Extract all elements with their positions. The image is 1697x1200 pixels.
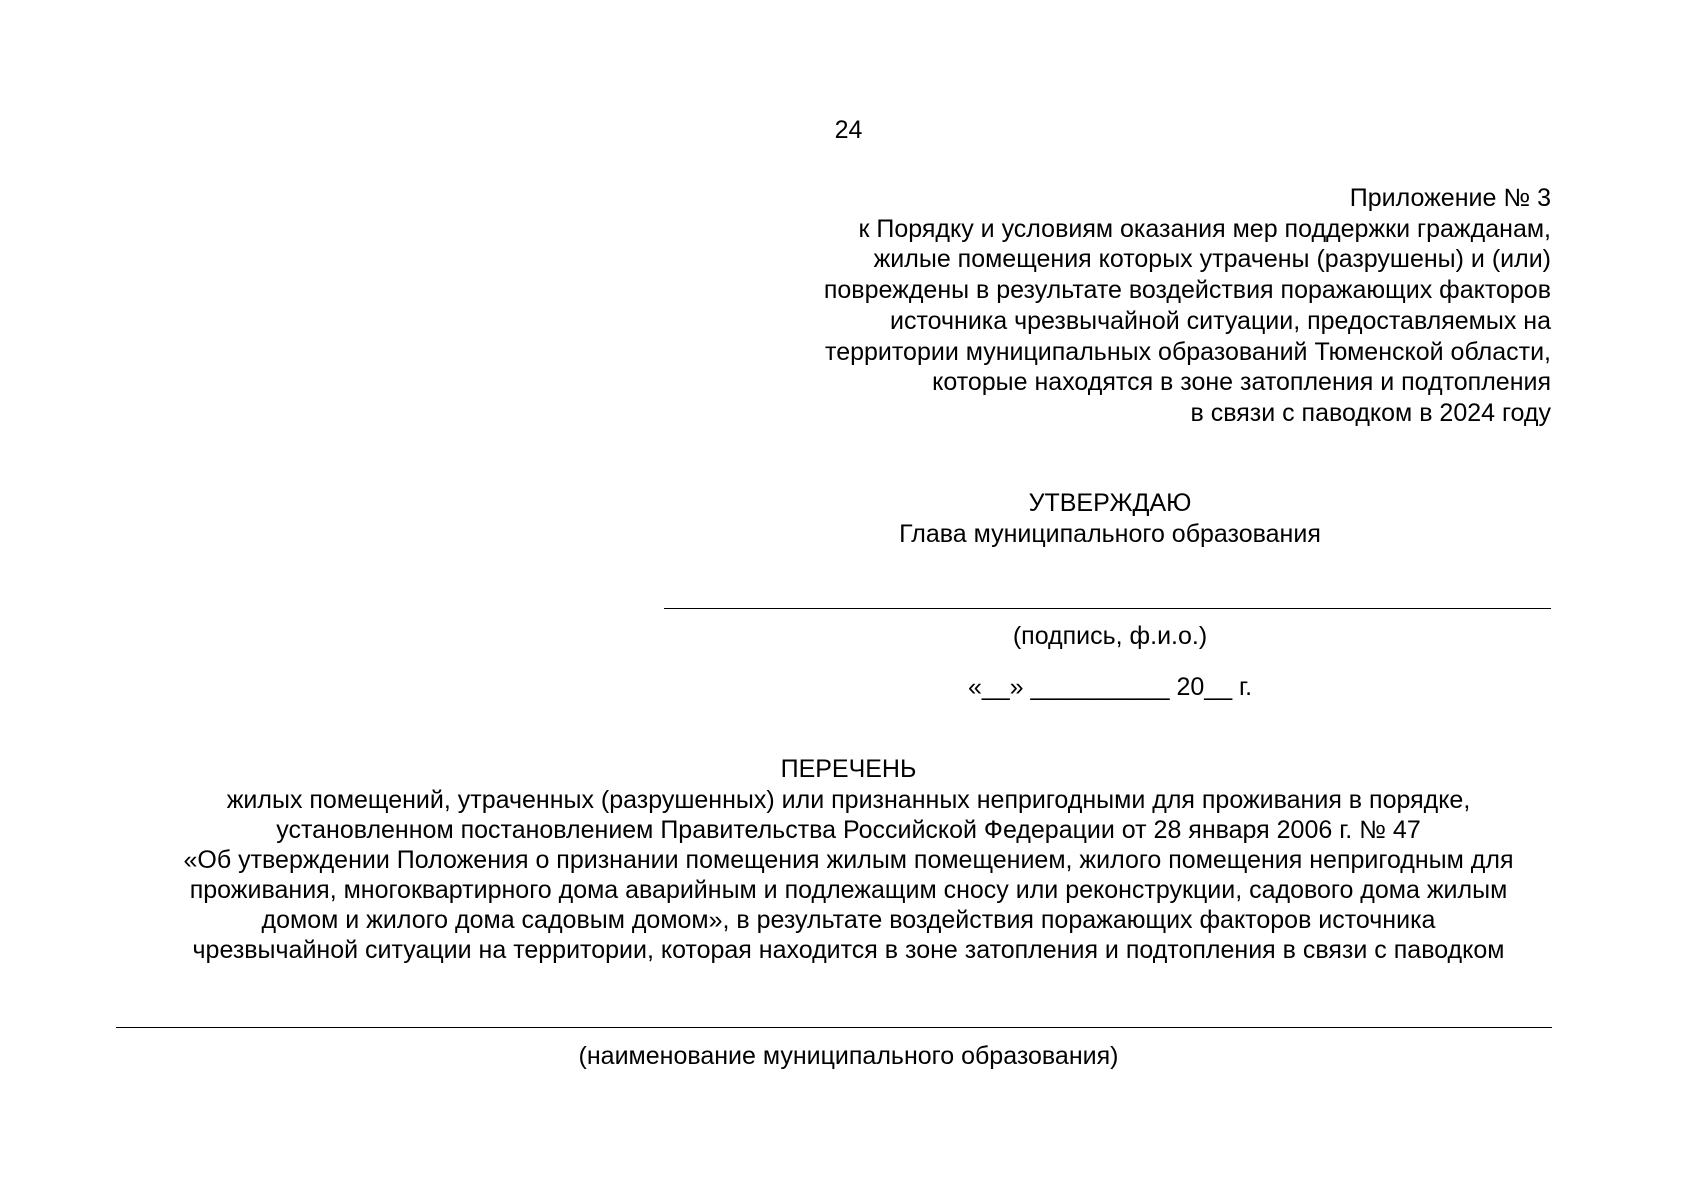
list-title: ПЕРЕЧЕНЬ bbox=[780, 755, 917, 783]
municipality-line bbox=[116, 1027, 1552, 1028]
appendix-line: источника чрезвычайной ситуации, предоставляемых на bbox=[890, 306, 1551, 335]
list-description-line: жилых помещений, утраченных (разрушенных) или признанных непригодными для проживания в порядке, bbox=[226, 786, 1471, 814]
appendix-line: территории муниципальных образований Тюменской области, bbox=[825, 337, 1551, 366]
approval-date: «__» __________ 20__ г. bbox=[967, 673, 1253, 701]
list-description-line: установленном постановлением Правительства Российской Федерации от 28 января 2006 г. № 47 bbox=[276, 816, 1421, 844]
appendix-line: в связи с паводком в 2024 году bbox=[1190, 398, 1551, 427]
approval-title: УТВЕРЖДАЮ bbox=[1028, 489, 1192, 517]
signature-caption: (подпись, ф.и.о.) bbox=[1012, 622, 1208, 650]
list-description-line: чрезвычайной ситуации на территории, которая находится в зоне затопления и подтопления в связи с паводком bbox=[192, 936, 1505, 964]
list-description bbox=[80, 785, 1617, 965]
approval-position: Глава муниципального образования bbox=[899, 520, 1321, 548]
appendix-line: к Порядку и условиям оказания мер поддержки гражданам, bbox=[858, 214, 1551, 243]
appendix-line: жилые помещения которых утрачены (разрушены) и (или) bbox=[873, 245, 1551, 274]
page-number: 24 bbox=[834, 116, 863, 144]
list-description-line: «Об утверждении Положения о признании помещения жилым помещением, жилого помещения непригодным для bbox=[183, 846, 1514, 874]
signature-line bbox=[664, 608, 1551, 609]
list-description-line: проживания, многоквартирного дома аварийным и подлежащим сносу или реконструкции, садового дома жилым bbox=[189, 876, 1508, 904]
appendix-line: которые находятся в зоне затопления и подтопления bbox=[932, 368, 1551, 397]
appendix-header bbox=[651, 183, 1551, 429]
list-description-line: домом и жилого дома садовым домом», в результате воздействия поражающих факторов источника bbox=[261, 906, 1436, 934]
appendix-line: повреждены в результате воздействия поражающих факторов bbox=[823, 276, 1551, 305]
municipality-caption: (наименование муниципального образования) bbox=[578, 1042, 1119, 1070]
appendix-line: Приложение № 3 bbox=[1349, 184, 1551, 212]
